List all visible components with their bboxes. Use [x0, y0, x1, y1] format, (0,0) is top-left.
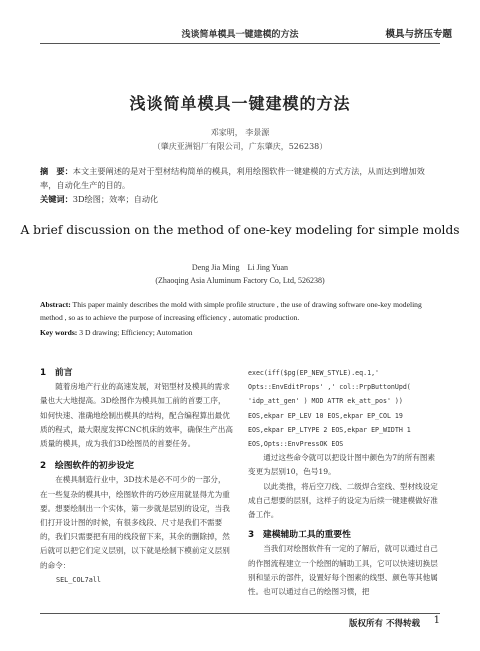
affiliation-en: (Zhaoqing Asia Aluminum Factory Co, Ltd, 526238) — [155, 276, 325, 285]
authors-en: Deng Jia Ming Li Jing Yuan — [191, 263, 289, 272]
abstract-zh — [40, 164, 440, 192]
section-3-paragraph: 当我们对绘图软件有一定的了解后，就可以通过自己的作图流程建立一个绘图的辅助工具，它可以快速切换层别和显示的部件，设置好每个图素的线型、颜色等其他属性。也可以通过自己的绘图习惯，把 — [248, 544, 438, 597]
abstract-en-text: This paper mainly describes the mold with simple profile structure , the use of drawing software one-key modeling method , so as to achieve the purpose of increasing efficiency , automatic production. — [40, 300, 422, 322]
page-number: 1 — [433, 615, 440, 626]
section-2-paragraph: 在模具制造行业中，3D技术是必不可少的一部分，在一些复杂的模具中，绘图软件的巧妙应用就显得尤为重要。想要绘制出一个实体，第一步就是层别的设定，当我们打开设计图的时候，有很多线段、尺寸是我们不需要的，我们只需要把有用的线段留下来，其余的删除掉，然后就可以把它们定义层别，以下就是绘制下模前定义层别的命令： — [40, 475, 230, 570]
section-3-heading: 3 建模辅助工具的重要性 — [248, 530, 351, 541]
keywords-zh-text: 3D绘图；效率；自动化 — [72, 194, 159, 204]
abstract-zh-text: 本文主要阐述的是对于型材结构简单的模具，利用绘图软件一键建模的方式方法，从而达到增加效率，自动化生产的目的。 — [40, 166, 425, 190]
footer-rule — [40, 613, 440, 614]
section-1-heading: 1 前言 — [40, 368, 73, 378]
section-1-paragraph: 随着房地产行业的高速发展，对铝型材及模具的需求量也大大地提高。3D绘图作为模具加工前的首要工序，如何快速、准确地绘制出模具的结构，配合编程算出最优质的程式，最大限度发挥CNC机床的效率，确保生产出高质量的模具，成为我们3D绘图员的首要任务。 — [40, 382, 233, 449]
paper-title-en: A brief discussion on the method of one-key modeling for simple molds — [20, 223, 460, 237]
keywords-en — [40, 326, 440, 339]
right-paragraph-2: 以此类推，将后空刀线、二级焊合室线、型材线设定成自己想要的层别，这样子的设定为后续一键建模做好准备工作。 — [248, 481, 438, 520]
section-2-heading: 2 绘图软件的初步设定 — [40, 461, 135, 472]
affiliation-zh: （肇庆亚洲铝厂有限公司，广东肇庆，526238） — [152, 142, 328, 151]
running-header-title: 浅谈简单模具一键建模的方法 — [181, 30, 299, 40]
running-header-section: 模具与挤压专题 — [385, 29, 452, 40]
header-rule — [40, 43, 440, 44]
keywords-en-label: Key words: — [40, 328, 78, 337]
keywords-zh — [40, 192, 440, 206]
abstract-en — [40, 298, 440, 324]
paper-title-zh: 浅谈简单模具一键建模的方法 — [129, 94, 351, 113]
abstract-en-label: Abstract: — [40, 300, 71, 309]
code-block-macro: exec(iff($pg(EP_NEW_STYLE).eq.1,' Opts::EnvEditProps' ,' col::PrpButtonUpd( 'idp_att_gen' ) MOD ATTR ek_att_pos' )) EOS,ekpar EP_LEV 10 EOS,ekpar EP_COL 19 EOS,ekpar EP_LTYPE 2 EOS,ekpar EP_WIDTH 1 EOS,Opts::EnvPressOK EOS — [248, 369, 411, 449]
code-line-sel-col: SEL_COL7all — [56, 575, 102, 584]
right-column — [248, 366, 441, 599]
right-paragraph-1: 通过这些命令就可以把设计图中颜色为7的所有图素变更为层别10，色号19。 — [248, 453, 436, 477]
copyright-notice: 版权所有 不得转载 — [349, 619, 420, 629]
keywords-zh-label: 关键词： — [40, 194, 73, 204]
left-column — [40, 366, 233, 587]
abstract-zh-label: 摘 要： — [40, 166, 73, 176]
keywords-en-text: 3 D drawing; Efficiency; Automation — [77, 328, 193, 337]
authors-zh: 邓家明， 李景源 — [210, 128, 270, 137]
